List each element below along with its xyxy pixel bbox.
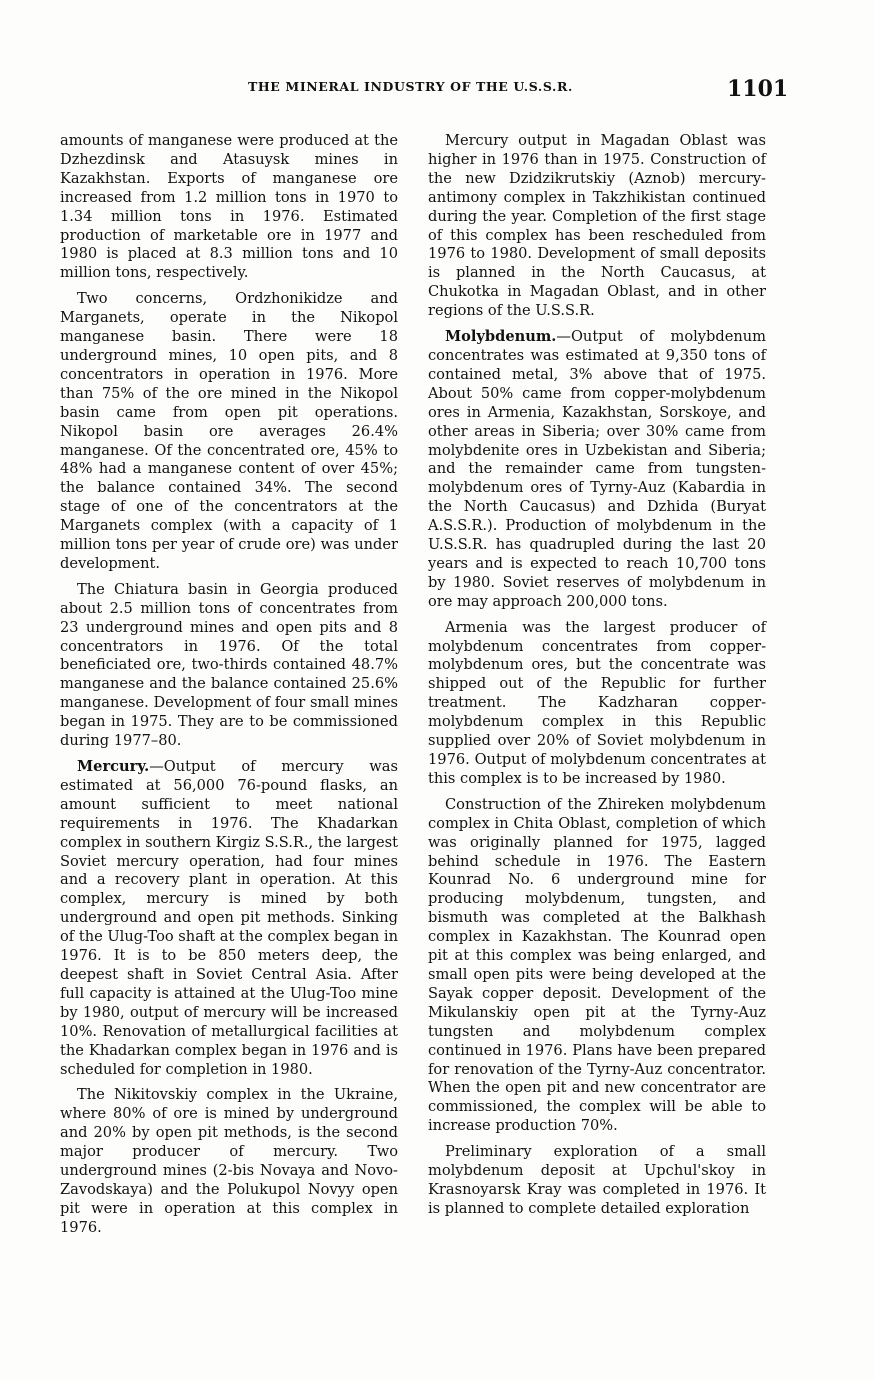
paragraph-manganese-continued: amounts of manganese were produced at the Dzhezdinsk and Atasuysk mines in Kazakhstan. Exports of manganese ore increased from 1.2 million tons in 1970 to 1.34 million tons in 1976. Estimated production of marketable ore in 1977 and 1980 is placed at 8.3 million tons and 10 million tons, respectively.	[60, 132, 398, 282]
right-column	[428, 132, 766, 1226]
left-column	[60, 132, 398, 1245]
paragraph-molybdenum-text: —Output of molybdenum concentrates was estimated at 9,350 tons of contained metal, 3% above that of 1975. About 50% came from copper-molybdenum ores in Armenia, Kazakhstan, Sorskoye, and other areas in Siberia; over 30% came from molybdenite ores in Uzbekistan and Siberia; and the remainder came from tungsten-molybdenum ores of Tyrny-Auz (Kabardia in the North Caucasus) and Dzhida (Buryat A.S.S.R.). Production of molybdenum in the U.S.S.R. has quadrupled during the last 20 years and is expected to reach 10,700 tons by 1980. Soviet reserves of molybdenum in ore may approach 200,000 tons.	[428, 328, 766, 610]
paragraph-nikitovskiy-complex: The Nikitovskiy complex in the Ukraine, where 80% of ore is mined by underground and 20% by open pit methods, is the second major producer of mercury. Two underground mines (2-bis Novaya and Novo-Zavodskaya) and the Polukupol Novyy open pit were in operation at this complex in 1976.	[60, 1086, 398, 1236]
page-number: 1101	[727, 76, 789, 102]
paragraph-magadan-mercury: Mercury output in Magadan Oblast was higher in 1976 than in 1975. Construction of the new Dzidzikrutskiy (Aznob) mercury-antimony complex in Takzhikistan continued during the year. Completion of the first stage of this complex has been rescheduled from 1976 to 1980. Development of small deposits is planned in the North Caucasus, at Chukotka in Magadan Oblast, and in other regions of the U.S.S.R.	[428, 132, 766, 320]
paragraph-mercury	[60, 758, 398, 1079]
paragraph-zhireken-complex: Construction of the Zhireken molybdenum complex in Chita Oblast, completion of which was originally planned for 1975, lagged behind schedule in 1976. The Eastern Kounrad No. 6 underground mine for producing molybdenum, tungsten, and bismuth was completed at the Balkhash complex in Kazakhstan. The Kounrad open pit at this complex was being enlarged, and small open pits were being developed at the Sayak copper deposit. Development of the Mikulanskiy open pit at the Tyrny-Auz tungsten and molybdenum complex continued in 1976. Plans have been prepared for renovation of the Tyrny-Auz concentrator. When the open pit and new concentrator are commissioned, the complex will be able to increase production 70%.	[428, 795, 766, 1135]
paragraph-upchulskoy-exploration: Preliminary exploration of a small molybdenum deposit at Upchul'skoy in Krasnoyarsk Kray was completed in 1976. It is planned to complete detailed exploration	[428, 1143, 766, 1217]
running-head: THE MINERAL INDUSTRY OF THE U.S.S.R.	[248, 79, 573, 94]
section-heading-mercury: Mercury.	[77, 758, 150, 775]
paragraph-mercury-text: —Output of mercury was estimated at 56,000 76-pound flasks, an amount sufficient to meet national requirements in 1976. The Khadarkan complex in southern Kirgiz S.S.R., the largest Soviet mercury operation, had four mines and a recovery plant in operation. At this complex, mercury is mined by both underground and open pit methods. Sinking of the Ulug-Too shaft at the complex began in 1976. It is to be 850 meters deep, the deepest shaft in Soviet Central Asia. After full capacity is attained at the Ulug-Too mine by 1980, output of mercury will be increased 10%. Renovation of metallurgical facilities at the Khadarkan complex began in 1976 and is scheduled for completion in 1980.	[60, 758, 398, 1078]
section-heading-molybdenum: Molybdenum.	[445, 328, 557, 346]
paragraph-nikopol-basin: Two concerns, Ordzhonikidze and Marganets, operate in the Nikopol manganese basin. There were 18 underground mines, 10 open pits, and 8 concentrators in operation in 1976. More than 75% of the ore mined in the Nikopol basin came from open pit operations. Nikopol basin ore averages 26.4% manganese. Of the concentrated ore, 45% to 48% had a manganese content of over 45%; the balance contained 34%. The second stage of one of the concentrators at the Marganets complex (with a capacity of 1 million tons per year of crude ore) was under development.	[60, 290, 398, 572]
paragraph-molybdenum	[428, 328, 766, 612]
paragraph-chiatura-basin: The Chiatura basin in Georgia produced about 2.5 million tons of concentrates from 23 underground mines and open pits and 8 concentrators in 1976. Of the total beneficiated ore, two-thirds contained 48.7% manganese and the balance contained 25.6% manganese. Development of four small mines began in 1975. They are to be commissioned during 1977–80.	[60, 580, 398, 750]
paragraph-armenia: Armenia was the largest producer of molybdenum concentrates from copper-molybdenum ores, but the concentrate was shipped out of the Republic for further treatment. The Kadzharan copper-molybdenum complex in this Republic supplied over 20% of Soviet molybdenum in 1976. Output of molybdenum concentrates at this complex is to be increased by 1980.	[428, 618, 766, 787]
